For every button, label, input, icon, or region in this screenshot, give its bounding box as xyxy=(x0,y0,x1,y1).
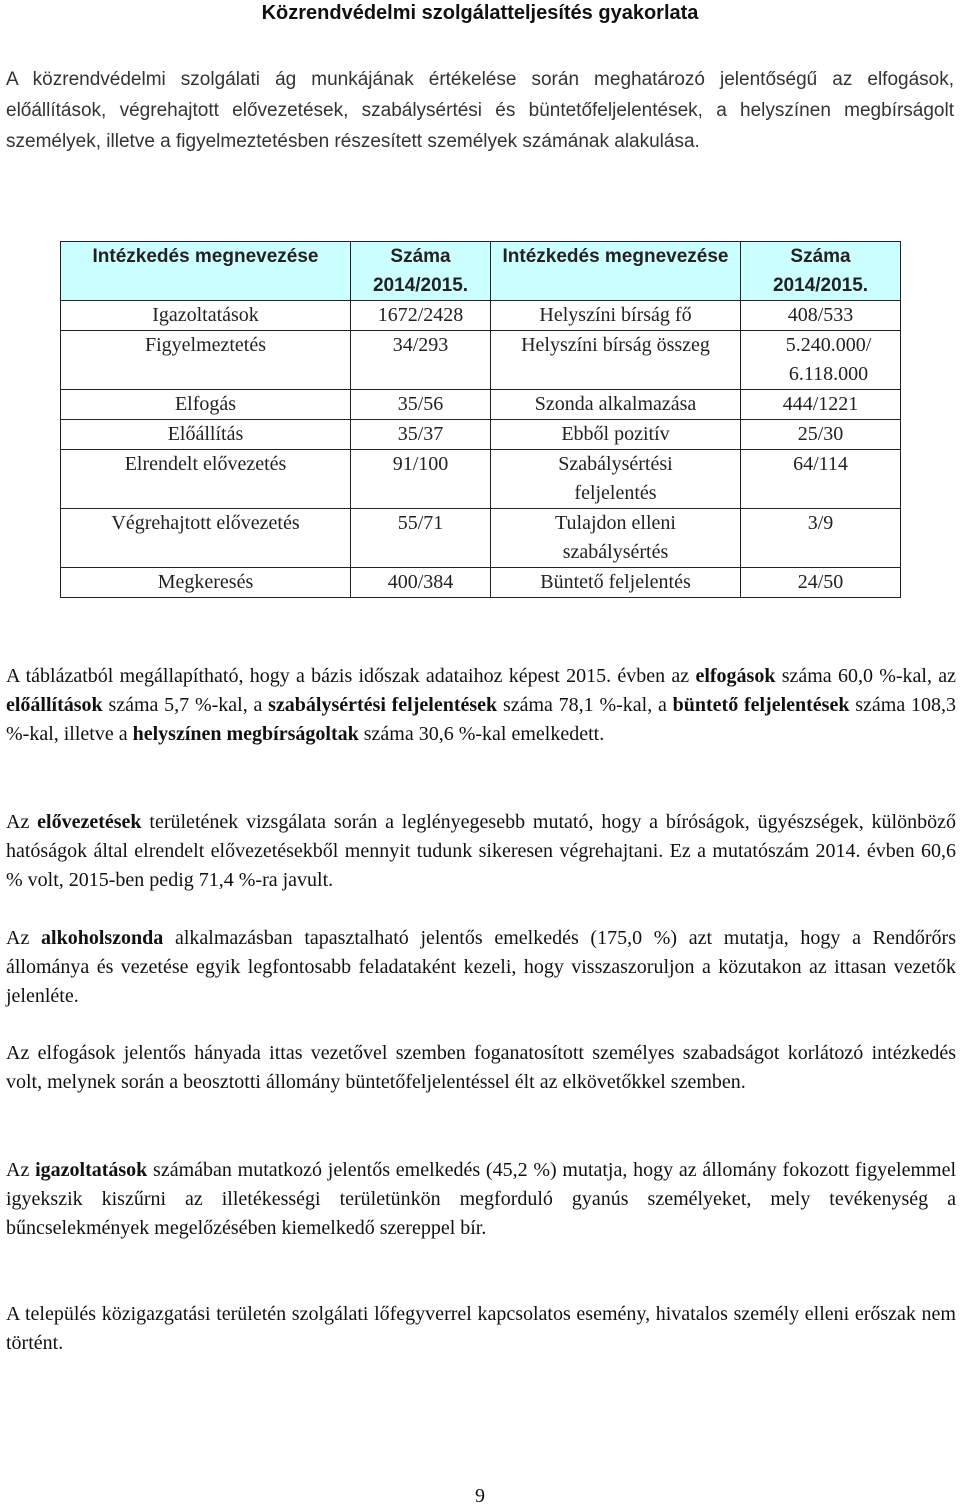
text-run: területének vizsgálata során a leglényegesebb mutató, hogy a bíróságok, ügyészségek, különböző hatóságok által elrendelt elővezetésekből mennyit tudunk sikeresen végrehajtani. Ez a mutatószám 2014. évben 60,6 % volt, 2015-ben pedig 71,4 %-ra javult. xyxy=(6,811,956,892)
table-cell: 444/1221 xyxy=(741,390,901,420)
table-cell: Szabálysértési feljelentés xyxy=(491,450,741,509)
text-run: A település közigazgatási területén szolgálati lőfegyverrel kapcsolatos esemény, hivatalos személy elleni erőszak nem történt. xyxy=(6,1303,956,1355)
statistics-table xyxy=(60,241,901,598)
bold-run: elfogások xyxy=(695,665,776,687)
table-cell: 35/56 xyxy=(351,390,491,420)
table-cell: Büntető feljelentés xyxy=(491,568,741,598)
table-cell: 25/30 xyxy=(741,420,901,450)
table-cell: 64/114 xyxy=(741,450,901,509)
table-cell: Elrendelt elővezetés xyxy=(61,450,351,509)
table-cell: Helyszíni bírság összeg xyxy=(491,331,741,390)
table-cell: Elfogás xyxy=(61,390,351,420)
text-run: száma 108,3 %-kal, illetve a xyxy=(6,694,956,746)
table-row xyxy=(61,450,901,509)
paragraph-elovezetesek xyxy=(6,808,956,896)
table-cell: Ebből pozitív xyxy=(491,420,741,450)
bold-run: helyszínen megbírságoltak xyxy=(132,723,359,746)
table-row xyxy=(61,301,901,331)
paragraph-elfogasok xyxy=(6,1039,956,1097)
bold-run: igazoltatások xyxy=(35,1159,148,1181)
page-number: 9 xyxy=(475,1485,485,1507)
paragraph-igazoltatasok xyxy=(6,1156,956,1244)
header-measure-name-2: Intézkedés megnevezése xyxy=(491,242,741,301)
header-count-1: Száma 2014/2015. xyxy=(351,242,491,301)
bold-run: előállítások xyxy=(6,694,103,717)
text-run: számában mutatkozó jelentős emelkedés (45,2 %) mutatja, hogy az állomány fokozott figyelemmel igyekszik kiszűrni az illetékességi területünkön megforduló gyanús személyeket, mely tevékenység a bűncselekmények megelőzésében kiemelkedő szereppel bír. xyxy=(6,1159,956,1240)
intro-paragraph: A közrendvédelmi szolgálati ág munkájának értékelése során meghatározó jelentőségű az elfogások, előállítások, végrehajtott elővezetések, szabálysértési és büntetőfeljelentések, a helyszínen megbírságolt személyek, illetve a figyelmeztetésben részesített személyek számának alakulása. xyxy=(6,69,954,152)
table-cell: 91/100 xyxy=(351,450,491,509)
text-run: Az xyxy=(6,811,38,833)
table-cell: Szonda alkalmazása xyxy=(491,390,741,420)
paragraph-lofegyver xyxy=(6,1300,956,1358)
bold-run: alkoholszonda xyxy=(41,927,164,949)
paragraph-table-summary xyxy=(6,662,956,750)
text-run: alkalmazásban tapasztalható jelentős emelkedés (175,0 %) azt mutatja, hogy a Rendőrőrs állománya és vezetése egyik legfontosabb feladataként kezeli, hogy visszaszoruljon a közutakon az ittasan vezetők jelenléte. xyxy=(6,927,956,1008)
table-cell: Igazoltatások xyxy=(61,301,351,331)
text-run: száma 30,6 %-kal emelkedett. xyxy=(358,723,605,746)
text-run: száma 60,0 %-kal, az xyxy=(775,665,956,687)
bold-run: elővezetések xyxy=(37,811,142,833)
table-cell: 3/9 xyxy=(741,509,901,568)
text-run: száma 5,7 %-kal, a xyxy=(102,694,269,717)
text-run: A táblázatból megállapítható, hogy a bázis időszak adataihoz képest 2015. évben az xyxy=(6,665,696,687)
table-cell: 24/50 xyxy=(741,568,901,598)
page-title: Közrendvédelmi szolgálatteljesítés gyakorlata xyxy=(261,2,699,24)
header-count-2: Száma 2014/2015. xyxy=(741,242,901,301)
table-header-row xyxy=(61,242,901,301)
text-run: Az xyxy=(6,1159,36,1181)
table-cell: 55/71 xyxy=(351,509,491,568)
table-cell: 5.240.000/ 6.118.000 xyxy=(741,331,901,390)
text-run: száma 78,1 %-kal, a xyxy=(497,694,673,717)
bold-run: szabálysértési feljelentések xyxy=(268,694,498,717)
bold-run: büntető feljelentések xyxy=(672,694,850,717)
header-measure-name-1: Intézkedés megnevezése xyxy=(61,242,351,301)
table-cell: Megkeresés xyxy=(61,568,351,598)
table-cell: Figyelmeztetés xyxy=(61,331,351,390)
table-cell: 34/293 xyxy=(351,331,491,390)
table-row xyxy=(61,568,901,598)
table-cell: 1672/2428 xyxy=(351,301,491,331)
table-row xyxy=(61,331,901,390)
table-row xyxy=(61,420,901,450)
table-cell: Tulajdon elleni szabálysértés xyxy=(491,509,741,568)
table-row xyxy=(61,390,901,420)
table-cell: Helyszíni bírság fő xyxy=(491,301,741,331)
table-cell: Végrehajtott elővezetés xyxy=(61,509,351,568)
paragraph-alkoholszonda xyxy=(6,924,956,1012)
table-cell: Előállítás xyxy=(61,420,351,450)
table-cell: 408/533 xyxy=(741,301,901,331)
text-run: Az elfogások jelentős hányada ittas vezetővel szemben foganatosított személyes szabadságot korlátozó intézkedés volt, melynek során a beosztotti állomány büntetőfeljelentéssel élt az elkövetőkkel szemben. xyxy=(6,1042,956,1094)
text-run: Az xyxy=(6,927,42,949)
table-cell: 400/384 xyxy=(351,568,491,598)
table-row xyxy=(61,509,901,568)
table-cell: 35/37 xyxy=(351,420,491,450)
